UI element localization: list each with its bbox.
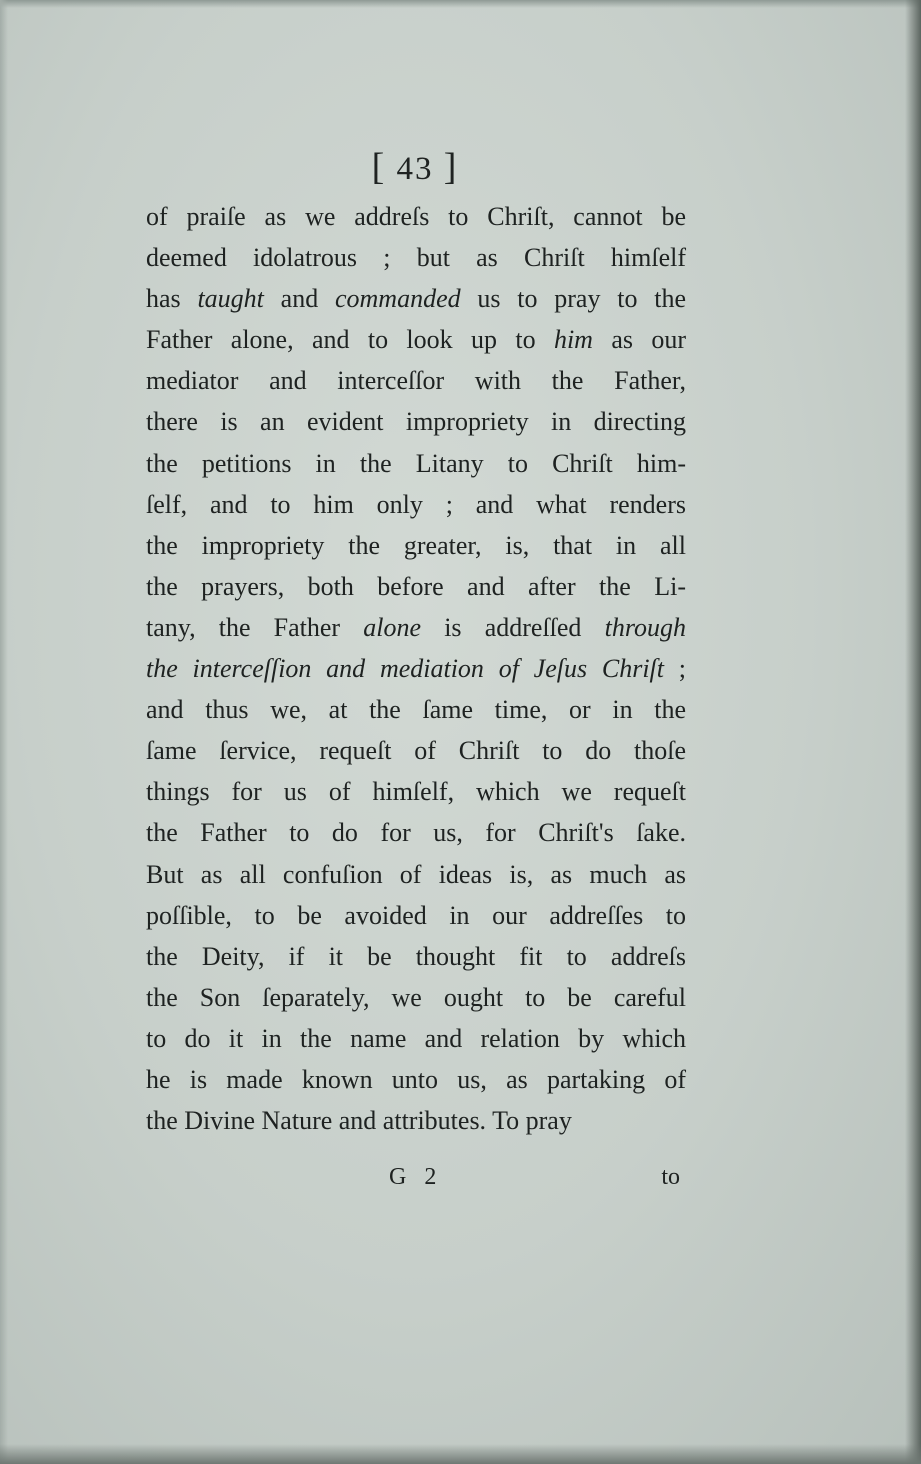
text-line (146, 196, 686, 237)
text-line (146, 854, 686, 895)
text-segment: ſame ſervice, requeſt of Chriſt to do thoſe (146, 736, 686, 766)
text-line (146, 1018, 686, 1059)
text-line (146, 895, 686, 936)
italic-segment: through (604, 612, 686, 642)
left-bracket: [ (371, 146, 387, 188)
footer-line (146, 1164, 686, 1200)
body-text (146, 196, 686, 1141)
text-segment: mediator and interceſſor with the Father, (146, 366, 686, 396)
italic-segment: taught (197, 284, 264, 314)
right-bracket: ] (443, 146, 459, 188)
text-segment: the Father to do for us, for Chriſt's ſake. (146, 818, 686, 848)
text-line (146, 319, 686, 360)
italic-segment: the interceſſion and mediation of Jeſus Chriſt (146, 654, 664, 684)
text-segment: there is an evident impropriety in directing (146, 407, 686, 437)
text-segment: us to pray to the (460, 284, 686, 314)
page-edge-top (0, 0, 921, 8)
text-line (146, 607, 686, 648)
text-segment: the Deity, if it be thought fit to addreſs (146, 941, 686, 971)
text-line (146, 1059, 686, 1100)
text-segment: Father alone, and to look up to (146, 325, 554, 355)
text-segment: the Divine Nature and attributes. To pray (146, 1106, 572, 1136)
text-line (146, 360, 686, 401)
text-segment: the prayers, both before and after the Li- (146, 571, 686, 601)
page-edge-right (905, 0, 921, 1464)
text-line (146, 278, 686, 319)
text-segment: and (263, 284, 335, 314)
text-line (146, 771, 686, 812)
text-line (146, 401, 686, 442)
text-line (146, 689, 686, 730)
catchword: to (661, 1164, 680, 1190)
text-line (146, 237, 686, 278)
page-number-header (0, 145, 830, 189)
text-line (146, 936, 686, 977)
italic-segment: him (553, 325, 593, 355)
text-segment: the petitions in the Litany to Chriſt him- (146, 448, 686, 478)
text-segment: ; (664, 654, 686, 684)
text-line (146, 977, 686, 1018)
text-segment: poſſible, to be avoided in our addreſſes to (146, 900, 686, 930)
text-segment: and thus we, at the ſame time, or in the (146, 695, 686, 725)
page-number: 43 (396, 151, 434, 187)
text-line (146, 730, 686, 771)
text-segment: the impropriety the greater, is, that in all (146, 530, 686, 560)
text-segment: But as all confuſion of ideas is, as much as (146, 859, 686, 889)
text-segment: things for us of himſelf, which we requeſt (146, 777, 686, 807)
text-line (146, 648, 686, 689)
page-edge-left (0, 0, 8, 1464)
italic-segment: commanded (334, 284, 461, 314)
page-edge-bottom (0, 1444, 921, 1464)
signature-mark: G 2 (389, 1164, 443, 1190)
text-line (146, 566, 686, 607)
text-line (146, 1100, 686, 1141)
text-line (146, 812, 686, 853)
text-segment: of praiſe as we addreſs to Chriſt, cannot be (146, 202, 686, 231)
text-segment: to do it in the name and relation by which (146, 1023, 686, 1053)
text-segment: is addreſſed (421, 612, 605, 642)
text-segment: deemed idolatrous ; but as Chriſt himſelf (146, 243, 686, 273)
text-line (146, 484, 686, 525)
text-segment: tany, the Father (146, 612, 364, 642)
text-line (146, 443, 686, 484)
text-segment: as our (592, 325, 686, 355)
text-segment: ſelf, and to him only ; and what renders (146, 489, 686, 519)
text-line (146, 525, 686, 566)
text-segment: has (146, 284, 198, 314)
italic-segment: alone (363, 612, 422, 642)
text-segment: the Son ſeparately, we ought to be careful (146, 982, 686, 1012)
text-segment: he is made known unto us, as partaking of (146, 1064, 686, 1094)
